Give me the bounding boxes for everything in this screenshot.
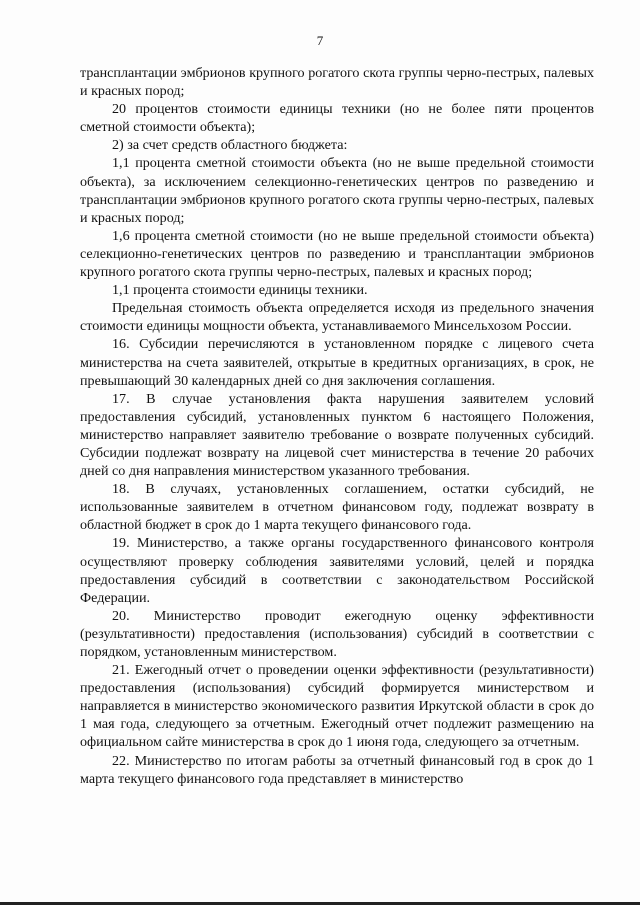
- paragraph-continuation: трансплантации эмбрионов крупного рогатого скота группы черно-пестрых, палевых и красных пород;: [80, 65, 594, 100]
- paragraph-22: 22. Министерство по итогам работы за отчетный финансовый год в срок до 1 марта текущего финансового года представляет в министерство: [80, 752, 594, 787]
- paragraph-16: 16. Субсидии перечисляются в установленном порядке с лицевого счета министерства на счета заявителей, открытые в кредитных организациях, в срок, не превышающий 30 календарных дней со дня заключения соглашения.: [80, 336, 594, 389]
- paragraph-1-1-percent-object: 1,1 процента сметной стоимости объекта (но не выше предельной стоимости объекта), за исключением селекционно-генетических центров по разведению и трансплантации эмбрионов крупного рогатого скота группы черно-пестрых, палевых и красных пород;: [80, 155, 594, 226]
- paragraph-technique-20-percent: 20 процентов стоимости единицы техники (но не более пяти процентов сметной стоимости объекта);: [80, 101, 594, 136]
- paragraph-regional-budget: 2) за счет средств областного бюджета:: [112, 137, 348, 154]
- paragraph-19: 19. Министерство, а также органы государственного финансового контроля осуществляют проверку соблюдения заявителями условий, целей и порядка предоставления субсидий в соответствии с законодательством Российской Федерации.: [80, 535, 594, 606]
- paragraph-1-1-percent-technique: 1,1 процента стоимости единицы техники.: [112, 282, 368, 299]
- paragraph-17: 17. В случае установления факта нарушения заявителем условий предоставления субсидий, установленных пунктом 6 настоящего Положения, министерство направляет заявителю требование о возврате полученных субсидий. Субсидии подлежат возврату на лицевой счет министерства в течение 20 рабочих дней со дня направления министерством указанного требования.: [80, 390, 594, 480]
- paragraph-21: 21. Ежегодный отчет о проведении оценки эффективности (результативности) предоставления (использования) субсидий формируется министерством и направляется в министерство экономического развития Иркутской области в срок до 1 мая года, следующего за отчетным. Ежегодный отчет подлежит размещению на официальном сайте министерства в срок до 1 июня года, следующего за отчетным.: [80, 662, 594, 751]
- paragraph-18: 18. В случаях, установленных соглашением, остатки субсидий, не использованные заявителем в отчетном финансовом году, подлежат возврату в областной бюджет в срок до 1 марта текущего финансового года.: [80, 481, 594, 534]
- paragraph-maximum-cost: Предельная стоимость объекта определяется исходя из предельного значения стоимости единицы мощности объекта, устанавливаемого Минсельхозом России.: [80, 300, 594, 335]
- paragraph-1-6-percent: 1,6 процента сметной стоимости (но не выше предельной стоимости объекта) селекционно-генетических центров по разведению и трансплантации эмбрионов крупного рогатого скота группы черно-пестрых, палевых и красных пород;: [80, 227, 594, 281]
- document-body: [80, 64, 594, 788]
- paragraph-20: 20. Министерство проводит ежегодную оценку эффективности (результативности) предоставления (использования) субсидий в соответствии с порядком, установленным министерством.: [80, 607, 594, 660]
- page-number: 7: [316, 33, 324, 48]
